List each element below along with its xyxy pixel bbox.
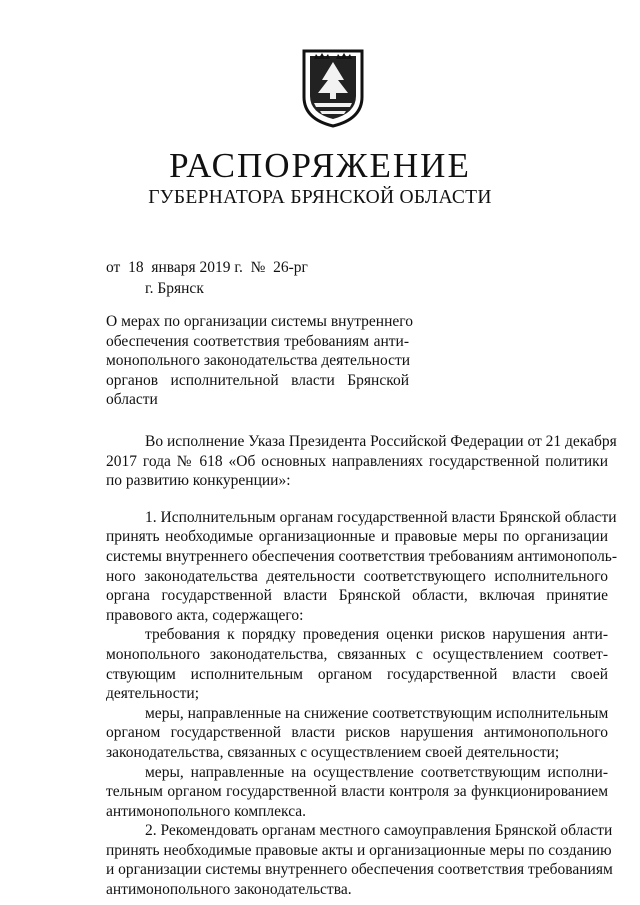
body-line: принять необходимые организационные и правовые меры по организации bbox=[106, 528, 608, 546]
subject-line: О мерах по организации системы внутреннего bbox=[106, 313, 413, 330]
body-line: правового акта, содержащего: bbox=[106, 606, 304, 624]
body-line: тельным органом государственной власти контроля за функционированием bbox=[106, 783, 608, 801]
preamble-paragraph bbox=[106, 432, 617, 491]
body-line: 2017 года № 618 «Об основных направлениях государственной политики bbox=[106, 452, 608, 470]
issuer-title: ГУБЕРНАТОРА БРЯНСКОЙ ОБЛАСТИ bbox=[148, 187, 492, 208]
requirement-1-paragraph bbox=[106, 625, 608, 703]
body-line: ного законодательства деятельности соответствующего исполнительного bbox=[106, 567, 608, 585]
body-line: антимонопольного законодательства. bbox=[106, 881, 352, 899]
body-line: системы внутреннего обеспечения соответствия требованиям антимонополь- bbox=[106, 547, 618, 565]
body-line: и организации системы внутреннего обеспечения соответствия требованиям bbox=[106, 861, 613, 879]
body-line: принять необходимые правовые акты и организационные меры по созданию bbox=[106, 841, 612, 859]
item-1-paragraph bbox=[106, 508, 618, 626]
body-line: требования к порядку проведения оценки рисков нарушения анти- bbox=[145, 626, 608, 644]
body-line: монопольного законодательства, связанных с осуществлением соответ- bbox=[106, 645, 608, 663]
body-line: по развитию конкуренции»: bbox=[106, 472, 291, 490]
body-line: 1. Исполнительным органам государственной власти Брянской области bbox=[145, 508, 617, 526]
body-line: законодательства, связанных с осуществлением своей деятельности; bbox=[106, 743, 560, 761]
body-line: ствующим исполнительным органом государственной власти своей bbox=[106, 665, 608, 683]
date-and-number: от 18 января 2019 г. № 26-рг bbox=[106, 259, 308, 276]
body-line: меры, направленные на снижение соответствующим исполнительным bbox=[145, 704, 609, 722]
requirement-3-paragraph bbox=[106, 763, 608, 822]
item-2-paragraph bbox=[106, 821, 613, 899]
subject-line: обеспечения соответствия требованиям анти- bbox=[106, 332, 409, 350]
requirement-2-paragraph bbox=[106, 704, 608, 763]
subject-line: органов исполнительной власти Брянской bbox=[106, 371, 409, 389]
subject-line: области bbox=[106, 391, 158, 409]
document-type-title: РАСПОРЯЖЕНИЕ bbox=[169, 146, 471, 185]
body-line: антимонопольного комплекса. bbox=[106, 802, 307, 820]
document-body bbox=[106, 432, 618, 900]
city: г. Брянск bbox=[145, 280, 204, 297]
subject-line: монопольного законодательства деятельности bbox=[106, 352, 411, 370]
body-line: органом государственной власти рисков нарушения антимонопольного bbox=[106, 724, 608, 742]
body-line: Во исполнение Указа Президента Российской Федерации от 21 декабря bbox=[145, 433, 617, 450]
bryansk-coat-of-arms-icon bbox=[300, 47, 366, 129]
document-subject bbox=[106, 312, 413, 410]
body-line: 2. Рекомендовать органам местного самоуправления Брянской области bbox=[145, 822, 613, 840]
body-line: меры, направленные на осуществление соответствующим исполни- bbox=[145, 763, 608, 781]
body-line: деятельности; bbox=[106, 685, 200, 703]
body-line: органа государственной власти Брянской области, включая принятие bbox=[106, 587, 608, 605]
